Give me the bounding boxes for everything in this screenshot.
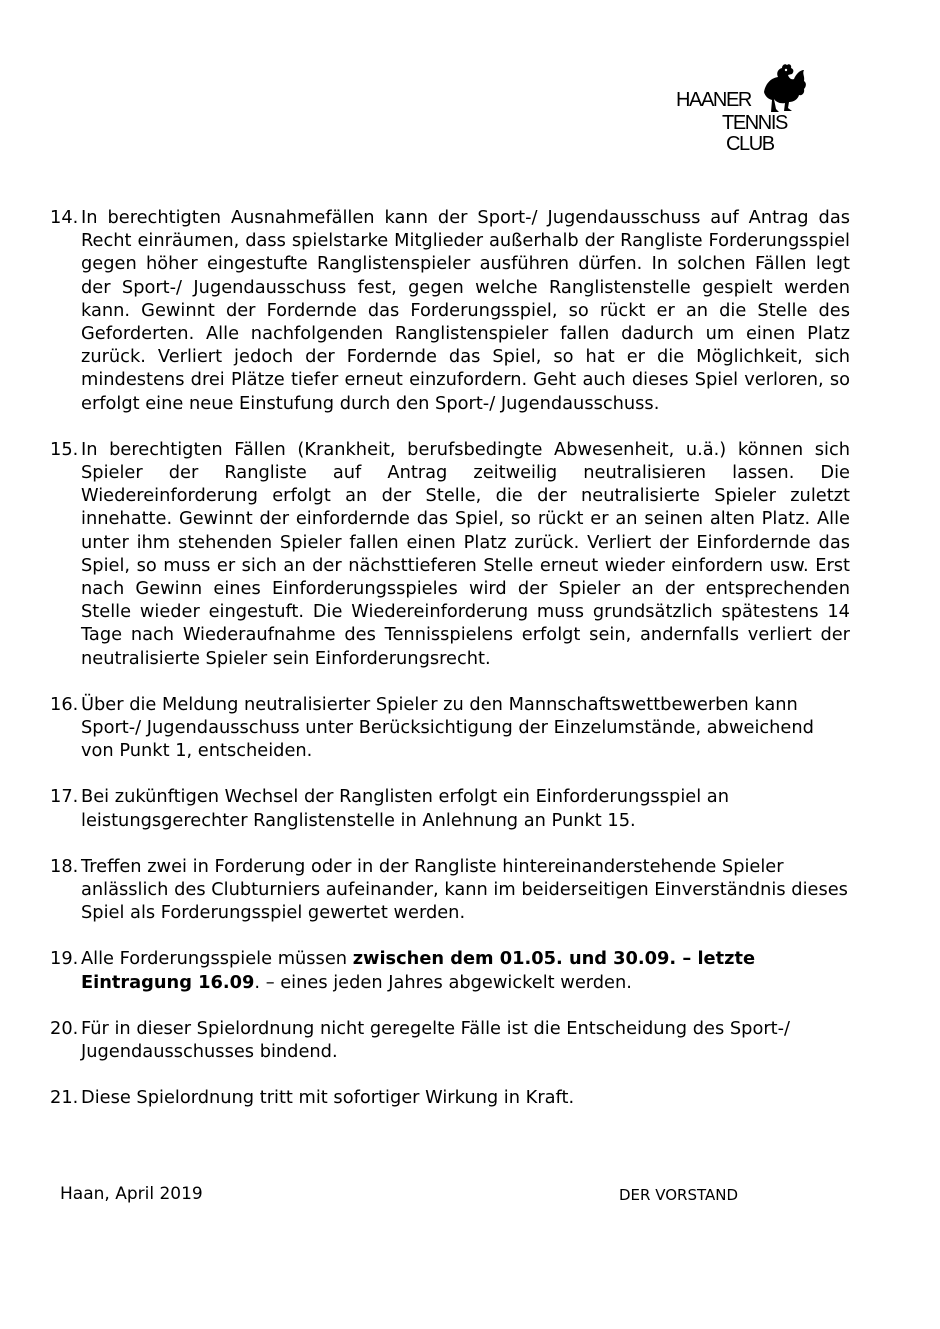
- rule-text: Über die Meldung neutralisierter Spieler zu den Mannschaftswettbewerben kann Sport-/ Jugendausschuss unter Berücksichtigung der Einzelumstände, abweichend von Punkt 1, entscheiden.: [81, 693, 814, 762]
- place-date: Haan, April 2019: [60, 1184, 203, 1204]
- rule-number: 19.: [50, 948, 79, 970]
- rule-text: Treffen zwei in Forderung oder in der Rangliste hintereinanderstehende Spieler anlässlich des Clubturniers aufeinander, kann im beiderseitigen Einverständnis dieses Spiel als Forderungsspiel gewertet werden.: [81, 855, 848, 924]
- rule-item-20: [50, 1017, 850, 1063]
- rule-text: Diese Spielordnung tritt mit sofortiger Wirkung in Kraft.: [81, 1087, 575, 1109]
- rule-text-bold-period: zwischen dem 01.05. und 30.09. – letzte Eintragung 16.09: [81, 948, 756, 993]
- rule-text-start: Alle Forderungsspiele müssen: [81, 948, 353, 970]
- rule-item-21: [50, 1086, 850, 1109]
- rule-number: 21.: [50, 1087, 79, 1109]
- rule-item-15: [50, 438, 850, 670]
- rule-number: 15.: [50, 438, 79, 460]
- rooster-icon: [758, 62, 808, 114]
- rule-text: [81, 947, 850, 993]
- logo-line-3: CLUB: [726, 133, 774, 155]
- rule-number: 14.: [50, 207, 79, 228]
- logo-line-1: HAANER: [676, 89, 751, 111]
- rule-text-end: . – eines jeden Jahres abgewickelt werden.: [254, 971, 632, 993]
- rule-item-18: [50, 855, 850, 925]
- rule-item-14: [50, 206, 850, 415]
- rules-list: [50, 206, 850, 1133]
- rule-text: In berechtigten Fällen (Krankheit, berufsbedingte Abwesenheit, u.ä.) können sich Spieler der Rangliste auf Antrag zeitweilig neutralisieren lassen. Die Wiedereinforderung erfolgt an der Stelle, die der neutralisierte Spieler zuletzt innehatte. Gewinnt der einfordernde das Spiel, so rückt er an seinen alten Platz. Alle unter ihm stehenden Spieler fallen einen Platz zurück. Verliert der Einfordernde das Spiel, so muss er sich an der nächsttieferen Stelle erneut wieder einfordern usw. Erst nach Gewinn eines Einforderungsspieles wird der Spieler an der entsprechenden Stelle wieder eingestuft. Die Wiedereinforderung muss grundsätzlich spätestens 14 Tage nach Wiederaufnahme des Tennisspielens erfolgt sein, andernfalls verliert der neutralisierte Spieler sein Einforderungsrecht.: [81, 438, 850, 669]
- rule-number: 17.: [50, 786, 79, 808]
- rule-number: 20.: [50, 1017, 79, 1039]
- signature-board: DER VORSTAND: [619, 1186, 738, 1204]
- rule-text: Bei zukünftigen Wechsel der Ranglisten erfolgt ein Einforderungsspiel an leistungsgerechter Ranglistenstelle in Anlehnung an Punkt 15.: [81, 786, 729, 831]
- club-logo: [676, 62, 816, 158]
- rule-text: Für in dieser Spielordnung nicht geregelte Fälle ist die Entscheidung des Sport-/ Jugendausschusses bindend.: [81, 1017, 791, 1063]
- rule-text: In berechtigten Ausnahmefällen kann der Sport-/ Jugendausschuss auf Antrag das Recht einräumen, dass spielstarke Mitglieder außerhalb der Rangliste Forderungsspiel gegen höher eingestufte Ranglistenspieler ausführen dürfen. In solchen Fällen legt der Sport-/ Jugendausschuss fest, gegen welche Ranglistenstelle gespielt werden kann. Gewinnt der Fordernde das Forderungsspiel, so rückt er an die Stelle des Geforderten. Alle nachfolgenden Ranglistenspieler fallen dadurch um einen Platz zurück. Verliert jedoch der Fordernde das Spiel, so hat er die Möglichkeit, sich mindestens drei Plätze tiefer erneut einzufordern. Geht auch dieses Spiel verloren, so erfolgt eine neue Einstufung durch den Sport-/ Jugendausschuss.: [81, 207, 850, 414]
- rule-number: 16.: [50, 693, 79, 715]
- rule-item-19: [50, 947, 850, 993]
- logo-line-2: TENNIS: [722, 112, 787, 134]
- rule-item-17: [50, 785, 850, 831]
- rule-number: 18.: [50, 855, 79, 877]
- rule-item-16: [50, 693, 850, 763]
